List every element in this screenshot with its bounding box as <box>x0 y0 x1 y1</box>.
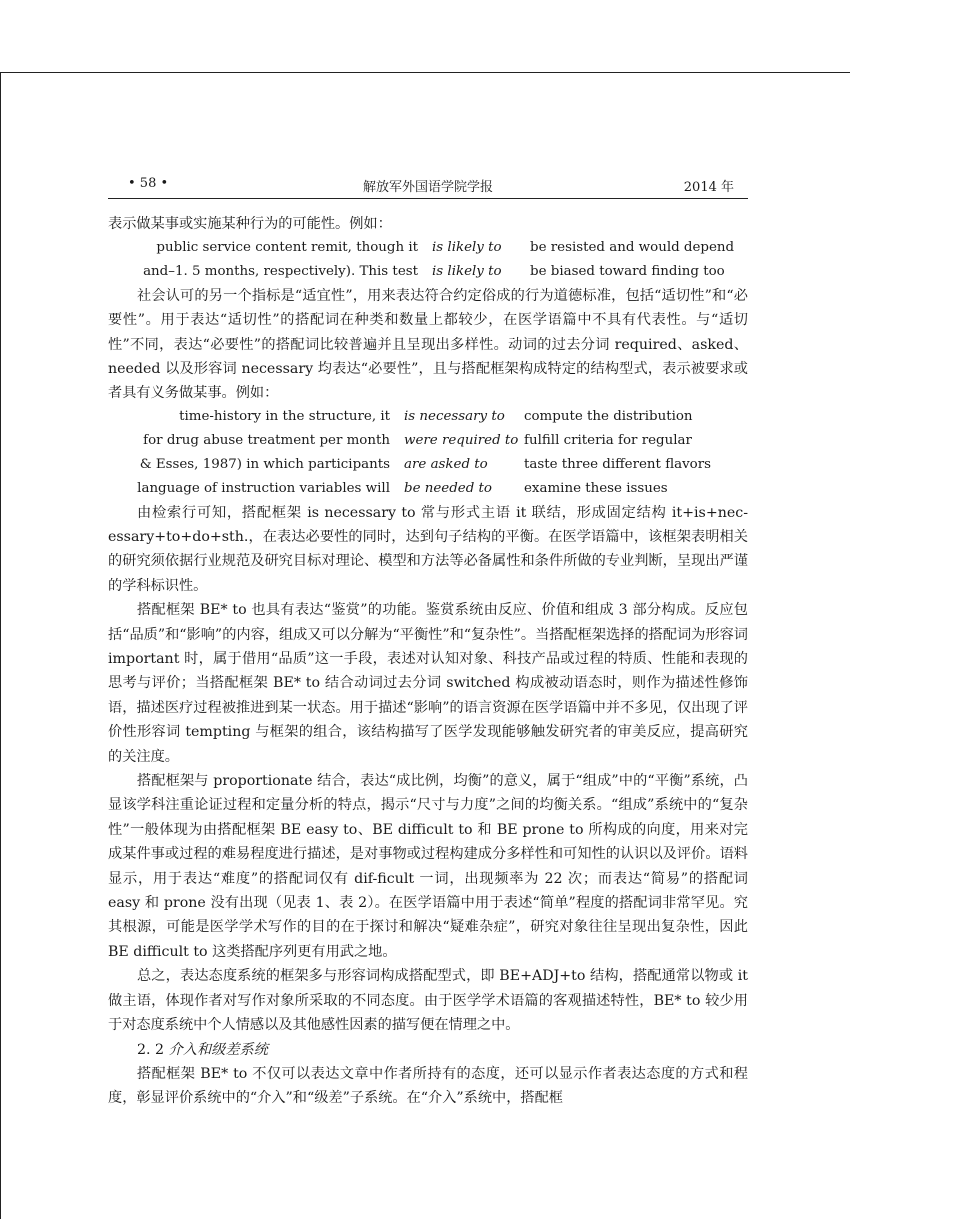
concordance-right-context: fulfill criteria for regular <box>524 433 692 449</box>
concordance-node: were required to <box>404 433 519 449</box>
concordance-right-context: be resisted and would depend <box>530 240 735 256</box>
concordance-node: is likely to <box>432 263 502 279</box>
concordance-node: is necessary to <box>404 409 505 425</box>
paragraph-3: 由检索行可知，搭配框架 is necessary to 常与形式主语 it 联结，形成固定结构 it+is+nec-essary+to+do+sth.，在表达必要性的同时，达到句子结构的平衡。在医学语篇中，该框架表明相关的研究须依据行业规范及研究目标对理论、模型和方法等必备属性和条件所做的专业判断，呈现出严谨的学科标识性。 <box>108 504 748 594</box>
section-heading <box>108 1038 748 1062</box>
paragraph-6: 总之，表达态度系统的框架多与形容词构成搭配型式，即 BE+ADJ+to 结构，搭配通常以物或 it 做主语，体现作者对写作对象所采取的不同态度。由于医学学术语篇的客观描述特性，BE* to 较少用于对态度系统中个人情感以及其他感性因素的描写便在情理之中。 <box>108 968 748 1034</box>
paragraph-2: 社会认可的另一个指标是“适宜性”，用来表达符合约定俗成的行为道德标准，包括“适切性”和“必要性”。用于表达“适切性”的搭配词在种类和数量上都较少，在医学语篇中不具有代表性。与“适切性”不同，表达“必要性”的搭配词比较普遍并且呈现出多样性。动词的过去分词 required、asked、needed 以及形容词 necessary 均表达“必要性”，且与搭配框架构成特定的结构型式，表示被要求或者具有义务做某事。例如： <box>108 287 748 402</box>
concordance-left-context: public service content remit, though it <box>156 240 418 256</box>
concordance-right-context: be biased toward finding too <box>530 263 725 279</box>
concordance-left-context: and–1. 5 months, respectively). This test <box>143 263 418 279</box>
section-number: 2. 2 <box>137 1041 165 1058</box>
section-title: 介入和级差系统 <box>168 1041 268 1058</box>
journal-title: 解放军外国语学院学报 <box>362 180 493 195</box>
concordance-left-context: time-history in the structure, it <box>179 409 390 425</box>
concordance-node: is likely to <box>432 240 502 256</box>
page-number: • 58 • <box>128 176 169 191</box>
paragraph-7: 搭配框架 BE* to 不仅可以表达文章中作者所持有的态度，还可以显示作者表达态度的方式和程度，彰显评价系统中的“介入”和“级差”子系统。在“介入”系统中，搭配框 <box>108 1065 748 1107</box>
concordance-right-context: compute the distribution <box>524 409 693 425</box>
page-frame-left-rule <box>0 72 1 1219</box>
concordance-node: are asked to <box>404 456 488 472</box>
paragraph-1: 表示做某事或实施某种行为的可能性。例如： <box>108 216 392 232</box>
concordance-right-context: taste three different flavors <box>524 456 712 472</box>
running-header <box>108 176 748 196</box>
article-body <box>108 212 748 1111</box>
concordance-left-context: language of instruction variables will <box>137 480 390 496</box>
concordance-line <box>108 406 748 430</box>
paragraph-5: 搭配框架与 proportionate 结合，表达“成比例，均衡”的意义，属于“组成”中的“平衡”系统，凸显该学科注重论证过程和定量分析的特点，揭示“尺寸与力度”之间的均衡关系。“组成”系统中的“复杂性”一般体现为由搭配框架 BE easy to、BE difficult to 和 BE prone to 所构成的向度，用来对完成某件事或过程的难易程度进行描述，是对事物或过程构建成分多样性和可知性的认识以及评价。语料显示，用于表达“难度”的搭配词仅有 dif-ficult 一词，出现频率为 22 次；而表达“简易”的搭配词 easy 和 prone 没有出现（见表 1、表 2）。在医学语篇中用于表述“简单”程度的搭配词非常罕见。究其根源，可能是医学学术写作的目的在于探讨和解决“疑难杂症”，研究对象往往呈现出复杂性，因此 BE difficult to 这类搭配序列更有用武之地。 <box>108 773 748 960</box>
page-frame-top-rule <box>0 72 850 73</box>
concordance-line <box>108 430 748 454</box>
header-rule <box>108 198 748 199</box>
concordance-examples-necessity <box>108 406 748 501</box>
paragraph-4: 搭配框架 BE* to 也具有表达“鉴赏”的功能。鉴赏系统由反应、价值和组成 3 部分构成。反应包括“品质”和“影响”的内容，组成又可以分解为“平衡性”和“复杂性”。当搭配框架选择的搭配词为形容词 important 时，属于借用“品质”这一手段，表述对认知对象、科技产品或过程的特质、性能和表现的思考与评价；当搭配框架 BE* to 结合动词过去分词 switched 构成被动语态时，则作为描述性修饰语，描述医疗过程被推进到某一状态。用于描述“影响”的语言资源在医学语篇中并不多见，仅出现了评价性形容词 tempting 与框架的组合，该结构描写了医学发现能够触发研究者的审美反应，提高研究的关注度。 <box>108 602 748 765</box>
concordance-left-context: & Esses, 1987) in which participants <box>139 456 390 472</box>
concordance-left-context: for drug abuse treatment per month <box>143 433 390 449</box>
concordance-right-context: examine these issues <box>524 480 668 496</box>
concordance-line <box>108 477 748 501</box>
concordance-line <box>108 236 748 260</box>
concordance-line <box>108 260 748 284</box>
concordance-node: be needed to <box>404 480 492 496</box>
concordance-line <box>108 453 748 477</box>
concordance-examples-likely <box>108 236 748 283</box>
publication-year: 2014 年 <box>683 180 734 195</box>
